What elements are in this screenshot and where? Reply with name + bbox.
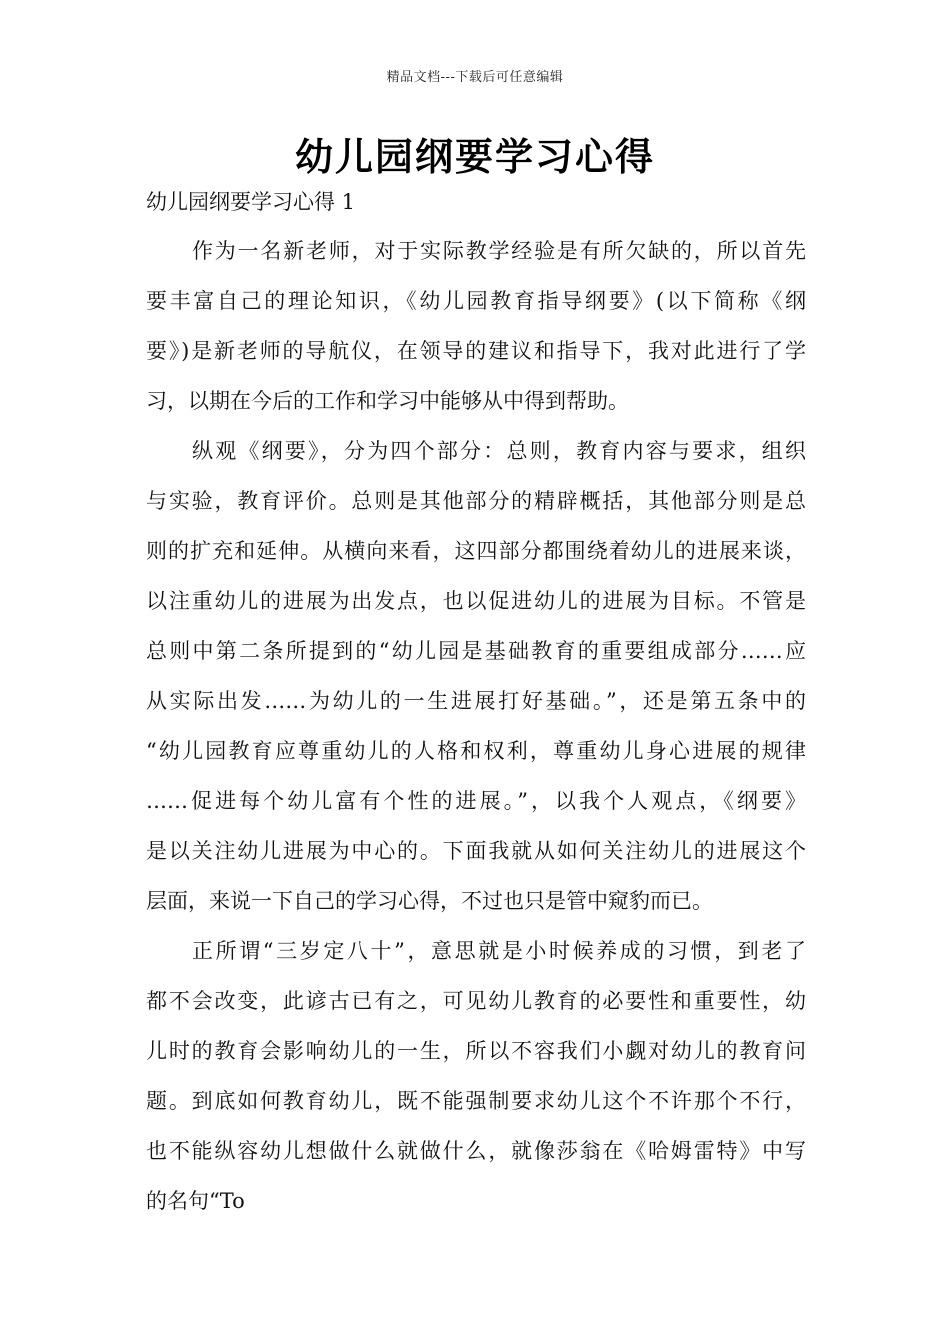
text-line: 层面，来说一下自己的学习心得，不过也只是管中窥豹而已。: [146, 889, 713, 913]
text-line: 总则中第二条所提到的“幼儿园是基础教育的重要组成部分……应: [146, 639, 806, 663]
text-line: 的名句“To: [146, 1189, 245, 1213]
text-line: 正所谓“三岁定八十”，意思就是小时候养成的习惯，到老了: [192, 939, 806, 963]
text-line: 习，以期在今后的工作和学习中能够从中得到帮助。: [146, 389, 629, 413]
text-line: ……促进每个幼儿富有个性的进展。”，以我个人观点，《纲要》: [146, 789, 806, 813]
header-note: 精品文档---下载后可任意编辑: [386, 70, 564, 85]
text-line: 是以关注幼儿进展为中心的。下面我就从如何关注幼儿的进展这个: [146, 839, 806, 863]
text-line: 都不会改变，此谚古已有之，可见幼儿教育的必要性和重要性，幼: [146, 989, 806, 1013]
text-line: 从实际出发……为幼儿的一生进展打好基础。”，还是第五条中的: [146, 689, 806, 713]
text-line: 以注重幼儿的进展为出发点，也以促进幼儿的进展为目标。不管是: [146, 589, 806, 613]
body-text: [146, 226, 806, 1226]
text-line: 也不能纵容幼儿想做什么就做什么，就像莎翁在《哈姆雷特》中写: [146, 1139, 806, 1163]
text-line: 作为一名新老师，对于实际教学经验是有所欠缺的，所以首先: [192, 239, 806, 263]
text-line: 题。到底如何教育幼儿，既不能强制要求幼儿这个不许那个不行，: [146, 1089, 806, 1113]
section-subtitle: 幼儿园纲要学习心得 1: [146, 190, 356, 214]
text-line: 要》)是新老师的导航仪，在领导的建议和指导下，我对此进行了学: [146, 339, 806, 363]
text-line: 则的扩充和延伸。从横向来看，这四部分都围绕着幼儿的进展来谈，: [146, 539, 806, 563]
text-line: “幼儿园教育应尊重幼儿的人格和权利，尊重幼儿身心进展的规律: [146, 739, 806, 763]
text-line: 儿时的教育会影响幼儿的一生，所以不容我们小觑对幼儿的教育问: [146, 1039, 806, 1063]
text-line: 与实验，教育评价。总则是其他部分的精辟概括，其他部分则是总: [146, 489, 806, 513]
text-line: 纵观《纲要》，分为四个部分：总则，教育内容与要求，组织: [192, 439, 806, 463]
document-title: 幼儿园纲要学习心得: [294, 135, 655, 179]
text-line: 要丰富自己的理论知识，《幼儿园教育指导纲要》(以下简称《纲: [146, 289, 806, 313]
